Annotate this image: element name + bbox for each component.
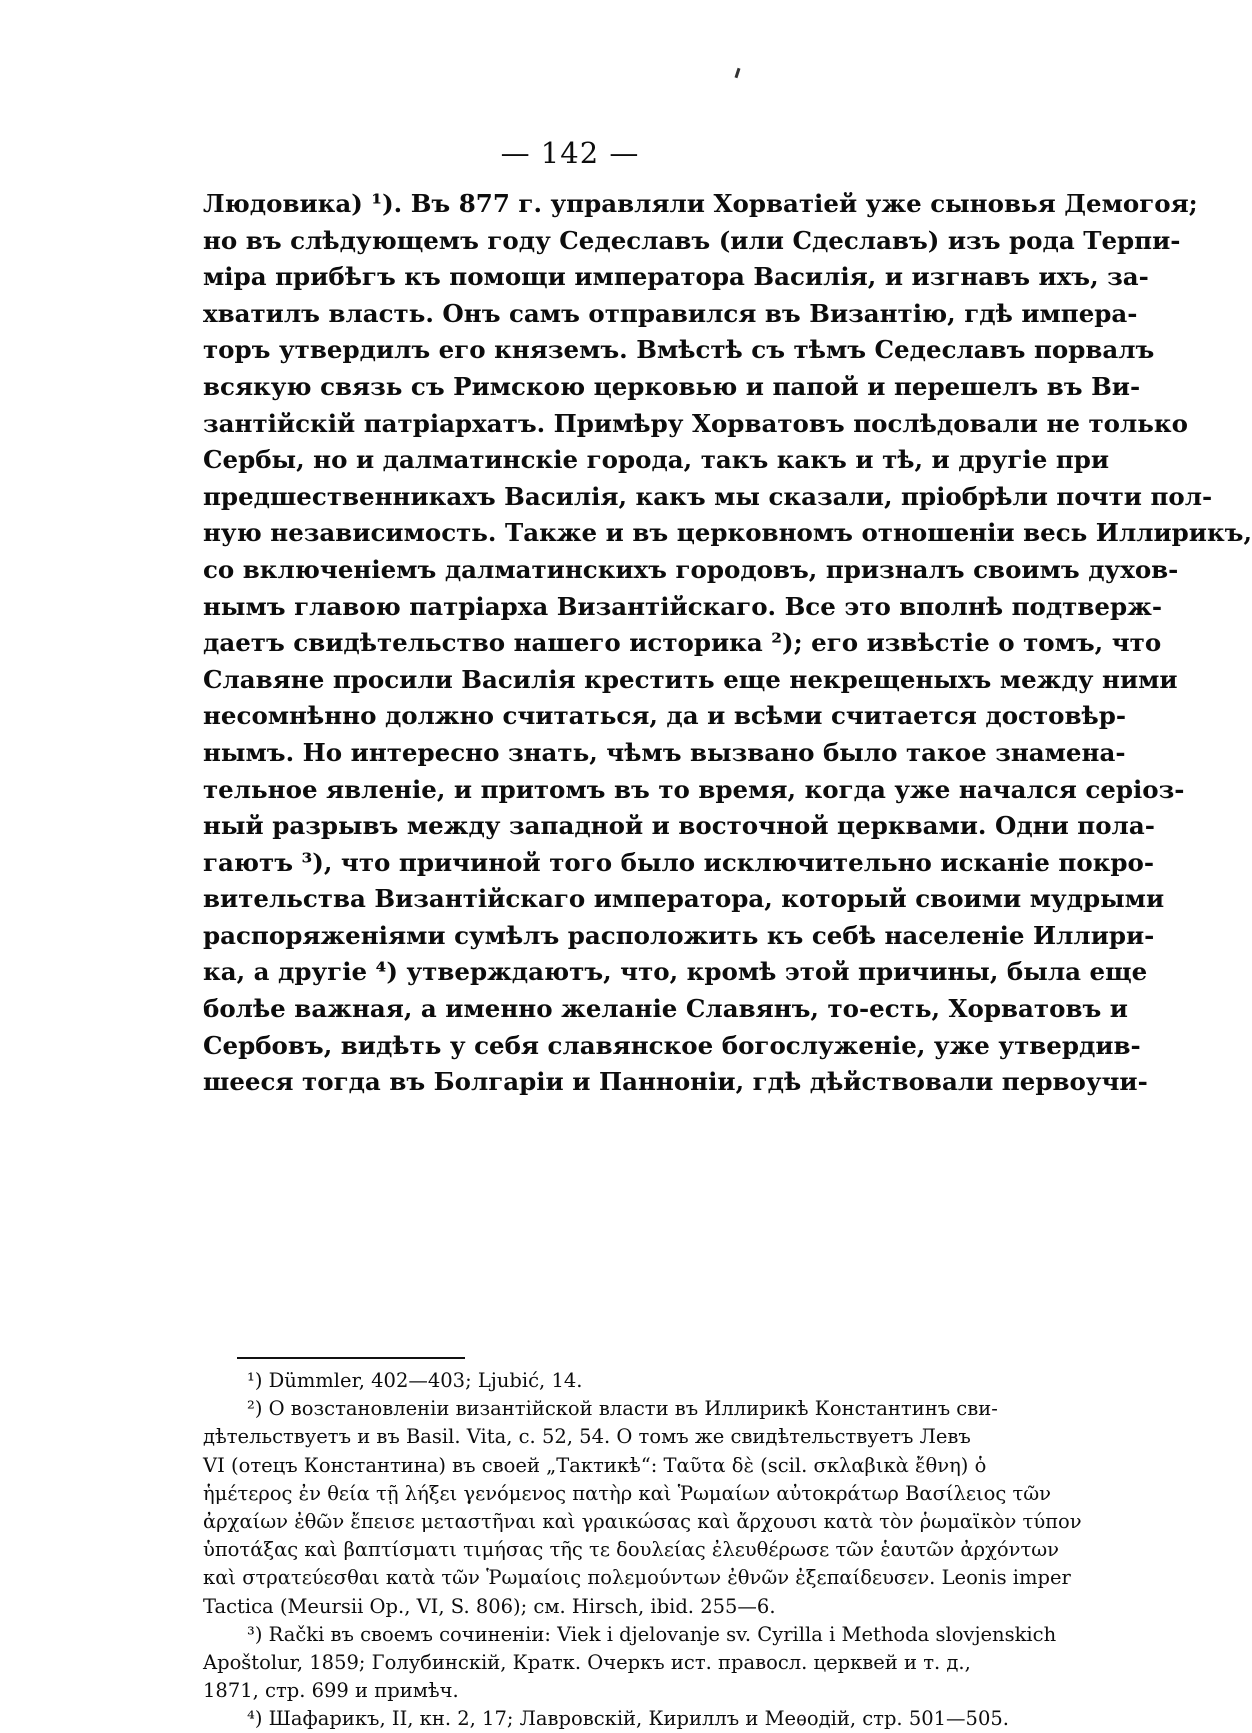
text-line: шееся тогда въ Болгаріи и Панноніи, гдѣ дѣйствовали первоучи- [203, 1067, 1148, 1097]
text-line: но въ слѣдующемъ году Седеславъ (или Сдеславъ) изъ рода Терпи- [203, 225, 1181, 255]
text-line: распоряженіями сумѣлъ расположить къ себѣ населеніе Иллири- [203, 920, 1155, 950]
text-line: всякую связь съ Римскою церковью и папой и перешелъ въ Ви- [203, 371, 1141, 401]
text-line: предшественникахъ Василія, какъ мы сказали, пріобрѣли почти пол- [203, 481, 1213, 511]
text-line: со включеніемъ далматинскихъ городовъ, призналъ своимъ духов- [203, 554, 1179, 584]
footnote-2 [203, 1395, 1082, 1621]
text-line: Сербовъ, видѣть у себя славянское богослуженіе, уже утвердив- [203, 1030, 1141, 1060]
footnote-line: 1871, стр. 699 и примѣч. [203, 1679, 459, 1703]
print-speck [735, 68, 741, 78]
footnote-line: ³) Rački въ своемъ сочиненіи: Viek i djelovanje sv. Cyrilla i Methoda slovjenskich [247, 1622, 1057, 1646]
text-line: хватилъ власть. Онъ самъ отправился въ Византію, гдѣ импера- [203, 298, 1138, 328]
footnote-line: ²) О возстановленіи византійской власти въ Иллирикѣ Константинъ сви- [247, 1397, 998, 1421]
main-text [203, 186, 1252, 1101]
footnote-line: ἡμέτερος ἐν θεία τῇ λήξει γενόμενος πατὴρ καὶ Ῥωμαίων αὐτοκράτωρ Βασίλειος τῶν [203, 1481, 1052, 1505]
footnote-4 [203, 1705, 1009, 1733]
text-line: вительства Византійскаго императора, который своими мудрыми [203, 884, 1165, 914]
text-line: гаютъ ³), что причиной того было исключительно исканіе покро- [203, 847, 1155, 877]
footnote-line: ὑποτάξας καὶ βαπτίσματι τιμήσας τῆς τε δουλείας ἐλευθέρωσε τῶν ἑαυτῶν ἀρχόντων [203, 1538, 1060, 1562]
footnote-line: дѣтельствуетъ и въ Basil. Vita, c. 52, 54. О томъ же свидѣтельствуетъ Левъ [203, 1425, 971, 1449]
footnote-1 [203, 1367, 926, 1395]
footnote-line: ἀρχαίων ἐθῶν ἔπεισε μεταστῆναι καὶ γραικώσας καὶ ἄρχουσι κατὰ τὸν ῥωμαϊκὸν τύπον [203, 1509, 1082, 1533]
footnote-line: ⁴) Шафарикъ, II, кн. 2, 17; Лавровскій, Кириллъ и Меѳодій, стр. 501—505. [247, 1707, 1009, 1731]
footnotes [203, 1367, 1082, 1733]
text-line: торъ утвердилъ его княземъ. Вмѣстѣ съ тѣмъ Седеславъ порвалъ [203, 335, 1155, 365]
text-line: ка, а другіе ⁴) утверждаютъ, что, кромѣ этой причины, была еще [203, 957, 1148, 987]
text-line: нымъ главою патріарха Византійскаго. Все это вполнѣ подтверж- [203, 591, 1163, 621]
footnote-3 [203, 1621, 1057, 1706]
text-line: нымъ. Но интересно знать, чѣмъ вызвано было такое знамена- [203, 737, 1126, 767]
text-line: Славяне просили Василія крестить еще некрещеныхъ между ними [203, 664, 1178, 694]
text-line: зантійскій патріархатъ. Примѣру Хорватовъ послѣдовали не только [203, 408, 1188, 438]
text-line: Сербы, но и далматинскіе города, такъ какъ и тѣ, и другіе при [203, 445, 1110, 475]
footnote-separator [237, 1357, 465, 1359]
text-line: болѣе важная, а именно желаніе Славянъ, то-есть, Хорватовъ и [203, 994, 1128, 1024]
text-line: Людовика) ¹). Въ 877 г. управляли Хорватіей уже сыновья Демогоя; [203, 189, 1198, 218]
footnote-line: Apoštolur, 1859; Голубинскій, Кратк. Очеркъ ист. правосл. церквей и т. д., [203, 1650, 971, 1674]
footnote-line: VI (отецъ Константина) въ своей „Тактикѣ“: Ταῦτα δὲ (scil. σκλαβικὰ ἔθνη) ὁ [203, 1453, 987, 1477]
text-line: несомнѣнно должно считаться, да и всѣми считается достовѣр- [203, 701, 1127, 731]
text-line: ную независимость. Также и въ церковномъ отношеніи весь Иллирикъ, [203, 518, 1252, 548]
footnote-line: ¹) Dümmler, 402—403; Ljubić, 14. [247, 1369, 583, 1392]
page-number: — 142 — [500, 136, 640, 170]
text-line: ный разрывъ между западной и восточной церквами. Одни пола- [203, 811, 1155, 841]
text-line: даетъ свидѣтельство нашего историка ²); его извѣстіе о томъ, что [203, 628, 1162, 658]
footnote-line: Tactica (Meursii Op., VI, S. 806); см. Hirsch, ibid. 255—6. [203, 1594, 776, 1618]
text-line: тельное явленіе, и притомъ въ то время, когда уже начался серіоз- [203, 774, 1185, 804]
text-line: міра прибѣгъ къ помощи императора Василія, и изгнавъ ихъ, за- [203, 262, 1149, 292]
footnote-line: καὶ στρατεύεσθαι κατὰ τῶν Ῥωμαίοις πολεμούντων ἐθνῶν ἐξεπαίδευσεν. Leonis imper [203, 1566, 1071, 1590]
